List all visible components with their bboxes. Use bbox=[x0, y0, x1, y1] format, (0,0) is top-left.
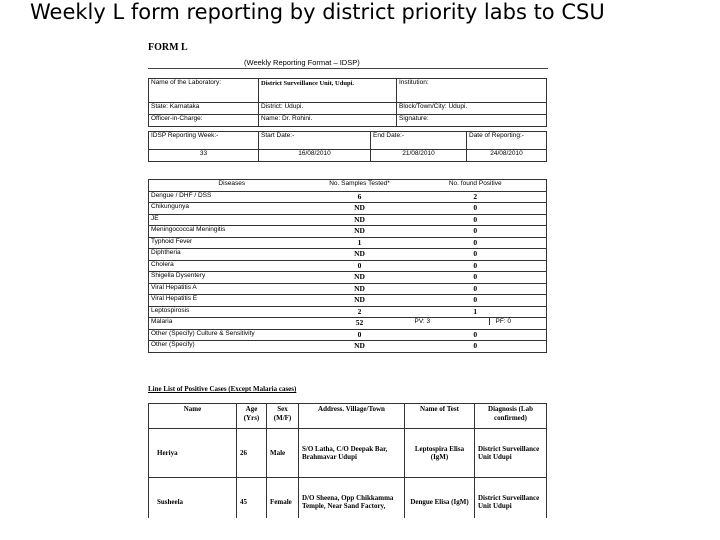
positive-count: 0 bbox=[405, 203, 547, 215]
patient-address: S/O Latha, C/O Deepak Bar, Brahmavar Udupi bbox=[299, 429, 405, 478]
patient-name: Heriya bbox=[149, 429, 237, 478]
test-name: Leptospira Elisa (IgM) bbox=[405, 429, 475, 478]
patient-address: D/O Sheena, Opp Chikkamma Temple, Near Sand Factory, bbox=[299, 478, 405, 519]
name-header: Name bbox=[149, 404, 237, 429]
form-subtitle: (Weekly Reporting Format – IDSP) bbox=[244, 58, 360, 67]
reporting-date-value: 24/08/2010 bbox=[467, 150, 547, 162]
disease-name: Typhoid Fever bbox=[149, 237, 315, 249]
table-row bbox=[149, 429, 547, 478]
lab-name-value: District Surveillance Unit, Udupi. bbox=[259, 79, 397, 103]
positive-count: 0 bbox=[405, 283, 547, 295]
disease-name: Diphtheria bbox=[149, 249, 315, 261]
header-divider bbox=[148, 68, 548, 69]
tested-count: ND bbox=[315, 226, 405, 238]
table-row bbox=[149, 295, 547, 307]
positive-count: 0 bbox=[405, 295, 547, 307]
positive-count: 0 bbox=[405, 237, 547, 249]
signature-label: Signature: bbox=[397, 115, 547, 127]
officer-label: Officer-in-Charge: bbox=[149, 115, 259, 127]
patient-age: 26 bbox=[237, 429, 267, 478]
positive-count: 1 bbox=[405, 306, 547, 318]
disease-name: Malaria bbox=[149, 318, 315, 330]
patient-age: 45 bbox=[237, 478, 267, 519]
tested-count: 6 bbox=[315, 191, 405, 203]
positive-count: 0 bbox=[405, 272, 547, 284]
table-row bbox=[149, 283, 547, 295]
age-header: Age (Yrs) bbox=[237, 404, 267, 429]
table-row bbox=[149, 226, 547, 238]
disease-name: Chikungunya bbox=[149, 203, 315, 215]
disease-name: Cholera bbox=[149, 260, 315, 272]
table-row bbox=[149, 249, 547, 261]
disease-name: JE bbox=[149, 214, 315, 226]
disease-name: Shigella Dysentery bbox=[149, 272, 315, 284]
positive-count: 0 bbox=[405, 260, 547, 272]
address-header: Address. Village/Town bbox=[299, 404, 405, 429]
form-l-document bbox=[148, 40, 550, 518]
lab-info-table bbox=[148, 78, 547, 127]
line-list-title: Line List of Positive Cases (Except Malaria cases) bbox=[148, 385, 297, 393]
disease-name: Dengue / DHF / DSS bbox=[149, 191, 315, 203]
diagnosis: District Surveillance Unit Udupi bbox=[475, 478, 547, 519]
positive-count: 0 bbox=[405, 214, 547, 226]
patient-sex: Male bbox=[267, 429, 299, 478]
tested-count: 0 bbox=[315, 329, 405, 341]
tested-count: ND bbox=[315, 272, 405, 284]
positive-count: 2 bbox=[405, 191, 547, 203]
disease-name: Other (Specify) Culture & Sensitivity bbox=[149, 329, 315, 341]
end-date-value: 21/08/2010 bbox=[371, 150, 467, 162]
table-row bbox=[149, 191, 547, 203]
tested-count: ND bbox=[315, 214, 405, 226]
town-field: Block/Town/City: Udupi. bbox=[397, 103, 547, 115]
week-value: 33 bbox=[149, 150, 259, 162]
test-name: Dengue Elisa (IgM) bbox=[405, 478, 475, 519]
sex-header: Sex (M/F) bbox=[267, 404, 299, 429]
disease-name: Viral Hepatitis E bbox=[149, 295, 315, 307]
tested-count: ND bbox=[315, 295, 405, 307]
disease-name: Meningococcal Meningitis bbox=[149, 226, 315, 238]
start-date-label: Start Date:- bbox=[259, 132, 371, 150]
tested-count: ND bbox=[315, 249, 405, 261]
table-row bbox=[149, 318, 547, 330]
table-row bbox=[149, 237, 547, 249]
tested-count: ND bbox=[315, 283, 405, 295]
patient-name: Susheela bbox=[149, 478, 237, 519]
positive-count: 0 bbox=[405, 249, 547, 261]
disease-name: Leptospirosis bbox=[149, 306, 315, 318]
positive-count: 0 bbox=[405, 329, 547, 341]
disease-name: Viral Hepatitis A bbox=[149, 283, 315, 295]
lab-name-label: Name of the Laboratory: bbox=[149, 79, 259, 103]
reporting-week-table bbox=[148, 131, 547, 162]
line-list-table bbox=[148, 403, 547, 518]
tested-count: 0 bbox=[315, 260, 405, 272]
diagnosis: District Surveillance Unit Udupi bbox=[475, 429, 547, 478]
positive-header: No. found Positive bbox=[405, 180, 547, 192]
table-row bbox=[149, 272, 547, 284]
table-row bbox=[149, 329, 547, 341]
start-date-value: 16/08/2010 bbox=[259, 150, 371, 162]
diseases-table bbox=[148, 179, 547, 353]
reporting-date-label: Date of Reporting:- bbox=[467, 132, 547, 150]
table-row bbox=[149, 341, 547, 353]
district-field: District: Udupi. bbox=[259, 103, 397, 115]
test-header: Name of Test bbox=[405, 404, 475, 429]
end-date-label: End Date:- bbox=[371, 132, 467, 150]
week-label: IDSP Reporting Week:- bbox=[149, 132, 259, 150]
table-row bbox=[149, 203, 547, 215]
tested-count: 2 bbox=[315, 306, 405, 318]
tested-count: 1 bbox=[315, 237, 405, 249]
institution-label: Institution: bbox=[397, 79, 547, 103]
tested-count: ND bbox=[315, 341, 405, 353]
tested-count: 52 bbox=[315, 318, 405, 330]
diagnosis-header: Diagnosis (Lab confirmed) bbox=[475, 404, 547, 429]
disease-name: Other (Specify) bbox=[149, 341, 315, 353]
state-field: State: Karnataka bbox=[149, 103, 259, 115]
table-row bbox=[149, 214, 547, 226]
slide-title: Weekly L form reporting by district priority labs to CSU bbox=[30, 0, 605, 24]
positive-count: 0 bbox=[405, 226, 547, 238]
tested-header: No. Samples Tested* bbox=[315, 180, 405, 192]
positive-count: 0 bbox=[405, 341, 547, 353]
table-row bbox=[149, 306, 547, 318]
pv-count: PV: 3 bbox=[414, 318, 431, 325]
form-title: FORM L bbox=[148, 42, 188, 53]
table-row bbox=[149, 478, 547, 519]
officer-name: Name: Dr. Rohini. bbox=[259, 115, 397, 127]
patient-sex: Female bbox=[267, 478, 299, 519]
diseases-header: Diseases bbox=[149, 180, 315, 192]
table-row bbox=[149, 260, 547, 272]
tested-count: ND bbox=[315, 203, 405, 215]
pf-count: PF: 0 bbox=[489, 318, 546, 325]
